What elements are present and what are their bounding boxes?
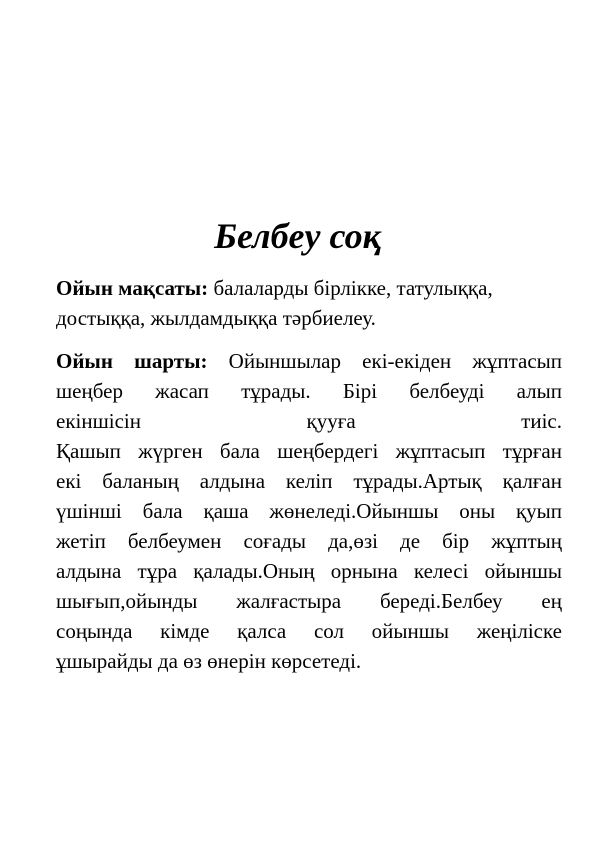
- rules-label: Ойын шарты:: [56, 349, 208, 373]
- rules-line-3: екіншісін қууға тиіс.: [56, 409, 562, 433]
- rules-line-6: үшінші бала қаша жөнеледі.Ойыншы оны қуып: [56, 499, 562, 523]
- rules-line-2: шеңбер жасап тұрады. Бірі белбеуді алып: [56, 379, 562, 403]
- rules-line-1: [56, 346, 562, 376]
- goal-label: Ойын мақсаты:: [56, 276, 209, 300]
- rules-text-1: Ойыншылар екі-екіден жұптасып: [207, 349, 562, 373]
- goal-line-1: [56, 273, 562, 303]
- page-title: Белбеу соқ: [214, 216, 381, 256]
- rules-line-10: соңында кімде қалса сол ойыншы жеңіліске: [56, 619, 562, 643]
- goal-paragraph: [56, 273, 562, 333]
- rules-line-4: Қашып жүрген бала шеңбердегі жұптасып тұрған: [56, 439, 562, 463]
- rules-line-9: шығып,ойынды жалғастыра береді.Белбеу ең: [56, 589, 562, 613]
- rules-line-11: ұшырайды да өз өнерін көрсетеді.: [56, 649, 362, 673]
- goal-line-2: достыққа, жылдамдыққа тәрбиелеу.: [56, 306, 376, 330]
- rules-line-7: жетіп белбеумен соғады да,өзі де бір жұптың: [56, 529, 562, 553]
- rules-line-5: екі баланың алдына келіп тұрады.Артық қалған: [56, 469, 562, 493]
- rules-paragraph: [56, 346, 562, 676]
- rules-line-8: алдына тұра қалады.Оның орнына келесі ойыншы: [56, 559, 562, 583]
- goal-text-1: балаларды бірлікке, татулыққа,: [208, 276, 493, 300]
